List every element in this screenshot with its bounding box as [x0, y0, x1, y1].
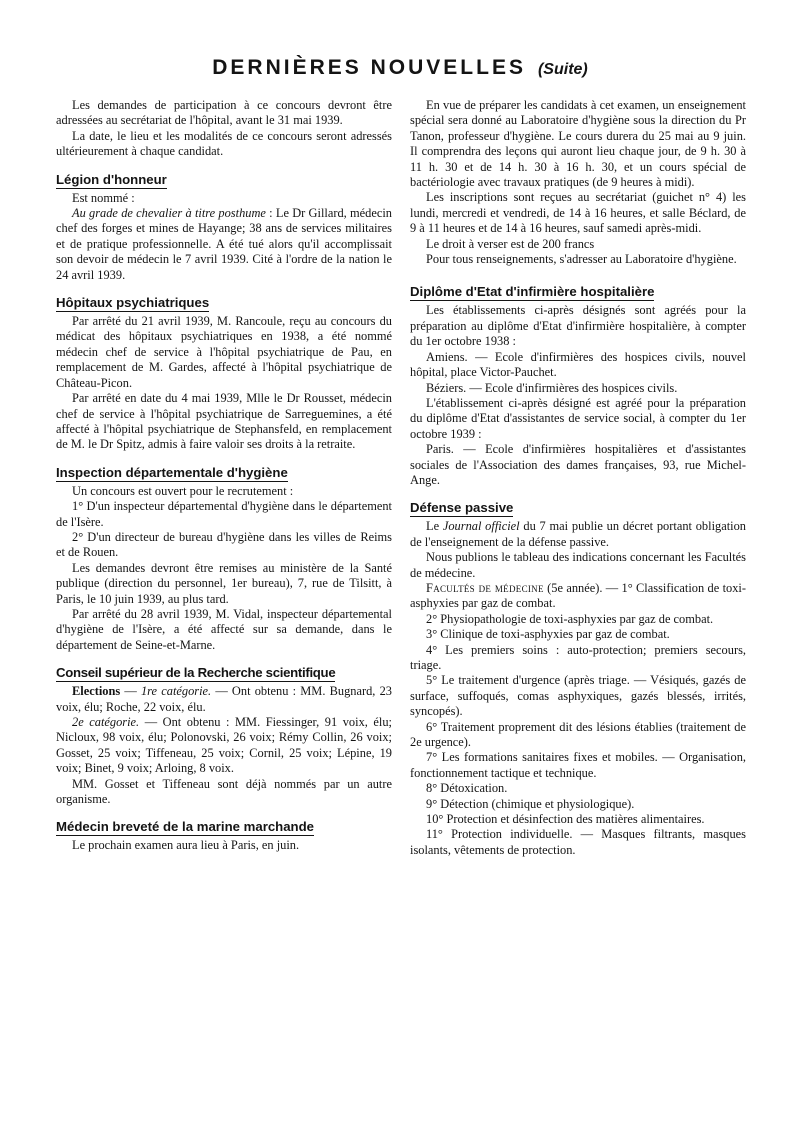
section-heading-diplome: Diplôme d'Etat d'infirmière hospitalière [410, 284, 655, 300]
elections-label: Elections [72, 684, 121, 699]
paragraph: La date, le lieu et les modalités de ce concours seront adressés ultérieurement à chaque candidat. [56, 128, 392, 159]
text: du 7 mai publie un décret portant obligation de l'enseignement de la défense passive. [410, 519, 746, 549]
section-heading-inspection: Inspection départementale d'hygiène [56, 464, 288, 480]
paragraph [410, 519, 746, 550]
section-heading-defense: Défense passive [410, 500, 514, 516]
list-item: 7° Les formations sanitaires fixes et mobiles. — Organisation, fonctionnement tactique et technique. [410, 750, 746, 780]
paragraph [56, 715, 392, 777]
paragraph: Amiens. — Ecole d'infirmières des hospices civils, nouvel hôpital, place Victor-Pauchet. [410, 349, 746, 380]
paragraph: 2° D'un directeur de bureau d'hygiène dans les villes de Reims et de Rouen. [56, 529, 392, 560]
text: Le [426, 519, 443, 534]
smallcaps-label: Facultés de médecine [426, 580, 544, 595]
page-title: DERNIÈRES NOUVELLES [212, 56, 526, 79]
paragraph: Elections — 1re catégorie. — Ont obtenu : MM. Bugnard, 23 voix, élu; Roche, 22 voix, élu. [56, 684, 392, 714]
text: (5e année). — 1° Classification de toxi-asphyxies par gaz de combat. [410, 580, 746, 611]
paragraph: Paris. — Ecole d'infirmières hospitalières et d'assistantes sociales de l'Association des dames françaises, 93, rue Michel-Ange. [410, 442, 746, 487]
paragraph: Les établissements ci-après désignés sont agréés pour la préparation au diplôme d'Etat d'infirmière hospitalière, à compter du 1er octobre 1938 : [410, 303, 746, 349]
text: — Ont obtenu : MM. Fiessinger, 91 voix, élu; Nicloux, 98 voix, élu; Polonovski, 26 voix; Rémy Collin, 26 voix; Gosset, 25 voix; Tiffeneau, 25 voix; Cornil, 25 voix; Lépine, 19 voix; Binet, 9 voix; Arloing, 8 voix. [56, 715, 392, 776]
paragraph: En vue de préparer les candidats à cet examen, un enseignement spécial sera donné au Laboratoire d'hygiène sous la direction du Pr Tanon, professeur d'hygiène. Le cours durera du 25 mai au 9 juin. Il comprendra des leçons qui auront lieu chaque jour, de 9 h. 30 à 11 h. 30 et de 14 h. 30 à 16 h. 30, et un cours spécial de bactériologie avec travaux pratiques (de 9 heures à midi). [410, 98, 746, 190]
paragraph: Nous publions le tableau des indications concernant les Facultés de médecine. [410, 550, 746, 580]
list-item: 11° Protection individuelle. — Masques filtrants, masques isolants, vêtements de protection. [410, 827, 746, 857]
italic-text: 2e catégorie. [72, 715, 140, 729]
paragraph: L'établissement ci-après désigné est agréé pour la préparation du diplôme d'Etat d'assistantes de service social, à compter du 1er octobre 1939 : [410, 395, 746, 441]
list-item: 3° Clinique de toxi-asphyxies par gaz de combat. [426, 627, 670, 642]
page-title-suite: (Suite) [537, 61, 588, 78]
paragraph: Béziers. — Ecole d'infirmières des hospices civils. [426, 380, 678, 395]
paragraph: Les demandes devront être remises au ministère de la Santé publique (direction du personnel, 1er bureau), 7, rue de Tilsitt, à Paris, le 10 juin 1939, au plus tard. [56, 560, 392, 606]
list-item: 5° Le traitement d'urgence (après triage. — Vésiqués, gazés de surface, suffoqués, comas asphyxiques, gazés blessés, irrités, syncopés). [410, 673, 746, 719]
right-column [410, 98, 746, 858]
italic-text: Au grade de chevalier à titre posthume [72, 206, 266, 221]
paragraph: Les inscriptions sont reçues au secrétariat (guichet n° 4) les lundi, mercredi et vendredi, de 14 à 16 heures, et salle Béclard, de 9 à 11 heures et de 14 à 16 heures, sauf samedi après-midi. [410, 190, 746, 236]
section-heading-legion: Légion d'honneur [56, 171, 167, 187]
paragraph: Par arrêté du 28 avril 1939, M. Vidal, inspecteur départemental d'hygiène de l'Isère, a été affecté sur sa demande, dans le département de Seine-et-Marne. [56, 606, 392, 652]
list-item: 4° Les premiers soins : auto-protection; premiers secours, triage. [410, 642, 746, 672]
paragraph: Les demandes de participation à ce concours devront être adressées au secrétariat de l'hôpital, avant le 31 mai 1939. [56, 98, 392, 128]
paragraph: 1° D'un inspecteur départemental d'hygiène dans le département de l'Isère. [56, 499, 392, 529]
left-column [56, 98, 392, 854]
list-item: 2° Physiopathologie de toxi-asphyxies par gaz de combat. [426, 611, 714, 626]
list-item: 8° Détoxication. [426, 781, 508, 796]
text: : Le Dr Gillard, médecin chef des forges et mines de Hayange; 38 ans de services militaires et de pratique professionnelle. A été tué alors qu'il accomplissait son devoir de médecin le 7 avril 1939. Cité à l'ordre de la nation le 24 avril 1939. [56, 206, 392, 282]
section-heading-conseil: Conseil supérieur de la Recherche scientifique [56, 665, 336, 681]
paragraph [410, 581, 746, 612]
text: — Ont obtenu : MM. Bugnard, 23 voix, élu; Roche, 22 voix, élu. [56, 684, 392, 714]
italic-text: 1re catégorie. [140, 684, 212, 699]
paragraph: Est nommé : [72, 190, 135, 205]
italic-text: Journal officiel [442, 519, 520, 534]
list-item: 10° Protection et désinfection des matières alimentaires. [426, 812, 705, 827]
paragraph: Le prochain examen aura lieu à Paris, en juin. [72, 838, 300, 853]
paragraph: Un concours est ouvert pour le recrutement : [72, 483, 294, 498]
section-heading-hopitaux: Hôpitaux psychiatriques [56, 295, 210, 311]
list-item: 6° Traitement proprement dit des lésions établies (traitement de 2e urgence). [410, 719, 746, 750]
list-item: 9° Détection (chimique et physiologique). [426, 796, 635, 811]
section-heading-marine: Médecin breveté de la marine marchande [56, 819, 314, 835]
paragraph: Pour tous renseignements, s'adresser au Laboratoire d'hygiène. [426, 252, 737, 267]
paragraph: Par arrêté du 21 avril 1939, M. Rancoule, reçu au concours du médicat des hôpitaux psychiatriques en 1938, a été nommé médecin chef de service à l'hôpital psychiatrique de Pau, en remplacement de M. Gardes, affecté à l'hôpital psychiatrique de Château-Picon. [56, 314, 392, 390]
paragraph: Le droit à verser est de 200 francs [426, 236, 595, 251]
paragraph: Par arrêté en date du 4 mai 1939, Mlle le Dr Rousset, médecin chef de service à l'hôpital psychiatrique de Sarreguemines, a été affecté à l'hôpital psychiatrique de Stephansfeld, en remplacement de M. le Dr Spitz, admis à faire valoir ses droits à la retraite. [56, 391, 392, 452]
paragraph: MM. Gosset et Tiffeneau sont déjà nommés par un autre organisme. [56, 776, 392, 807]
page-header [0, 56, 800, 80]
paragraph [56, 206, 392, 283]
